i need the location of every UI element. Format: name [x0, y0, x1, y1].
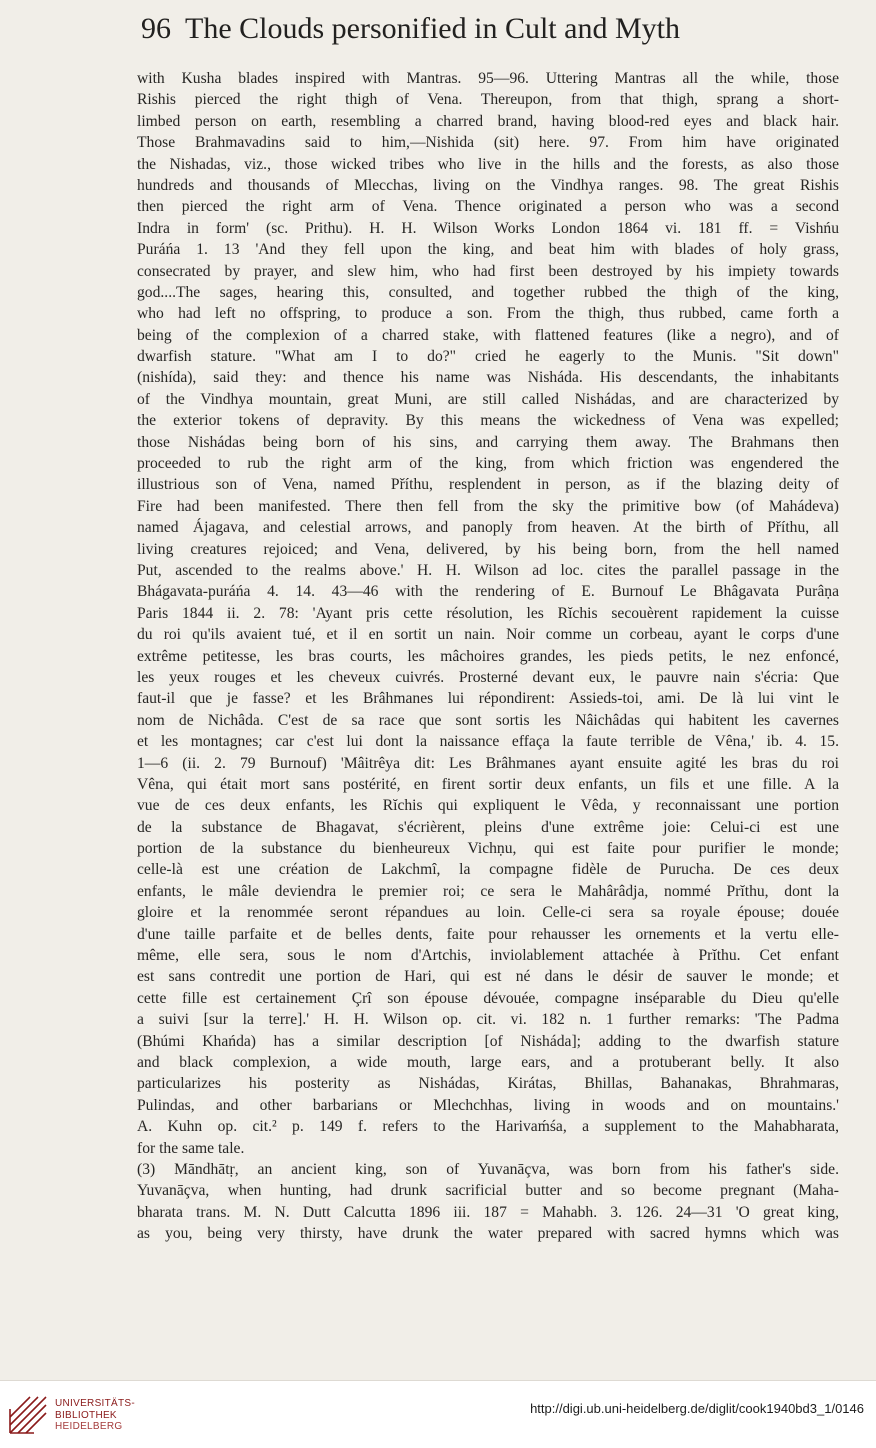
- viewer-footer: [0, 1380, 876, 1448]
- running-head: [141, 8, 841, 50]
- text-line: and black complexion, a wide mouth, large ears, and a protuberant belly. It also: [137, 1053, 839, 1071]
- text-line: Vêna, qui était mort sans postérité, en firent sortir deux enfants, un fils et une fille. A la: [137, 775, 839, 793]
- text-line: nom de Nichâda. C'est de sa race que sont sortis les Nâichâdas qui habitent les cavernes: [137, 711, 839, 729]
- text-line: the exterior tokens of depravity. By this means the wickedness of Vena was expelled;: [137, 412, 839, 430]
- text-line: même, elle sera, sous le nom d'Artchis, inviolablement attachée à Prĭthu. Cet enfant: [137, 947, 839, 965]
- text-line: (3) Māndhātṛ, an ancient king, son of Yuvanāçva, was born from his father's side.: [137, 1160, 839, 1178]
- text-line: proceeded to rub the right arm of the king, from which friction was engendered the: [137, 455, 839, 473]
- text-line: extrême petitesse, les bras courts, les mâchoires grandes, les pieds petits, le nez enfoncé,: [137, 647, 839, 665]
- text-line: who had left no offspring, to produce a son. From the thigh, thus rubbed, came forth a: [137, 305, 839, 323]
- library-logo-icon: [8, 1395, 48, 1435]
- source-url-link[interactable]: http://digi.ub.uni-heidelberg.de/diglit/cook1940bd3_1/0146: [530, 1401, 864, 1416]
- text-line: celle-là est une création de Lakchmî, la compagne fidèle de Purucha. De ces deux: [137, 861, 839, 879]
- text-line: gloire et la renommée seront répandues au loin. Celle-ci sera sa royale épouse; douée: [137, 904, 839, 922]
- text-line: (nishída), said they: and thence his name was Nisháda. His descendants, the inhabitants: [137, 369, 839, 387]
- text-line: vue de ces deux enfants, les Rĭchis qui expliquent le Vêda, y reconnaissant une portion: [137, 797, 839, 815]
- text-line: Yuvanāçva, when hunting, had drunk sacrificial butter and so become pregnant (Maha-: [137, 1182, 839, 1200]
- text-line: of the Vindhya mountain, great Muni, are still called Nishádas, and are characterized by: [137, 390, 839, 408]
- text-line: enfants, le mâle deviendra le premier roi; ce sera le Mahârâdja, nommé Prĭthu, dont la: [137, 882, 839, 900]
- text-line: the Nishadas, viz., those wicked tribes who live in the hills and the forests, as also those: [137, 155, 839, 173]
- text-line: with Kusha blades inspired with Mantras. 95—96. Uttering Mantras all the while, those: [137, 70, 839, 87]
- text-line: les yeux rouges et les cheveux cuivrés. Prosterné devant eux, le pauvre nain s'écria: Que: [137, 668, 839, 686]
- text-line: for the same tale.: [137, 1139, 245, 1157]
- page-title: The Clouds personified in Cult and Myth: [185, 12, 680, 45]
- text-line: hundreds and thousands of Mlecchas, living on the Vindhya ranges. 98. The great Rishis: [137, 176, 839, 194]
- text-line: consecrated by prayer, and slew him, who had first been destroyed by his impiety towards: [137, 262, 839, 280]
- library-name-line: HEIDELBERG: [55, 1421, 123, 1432]
- text-line: du roi qu'ils avaient tué, et il en sortit un nain. Noir comme un corbeau, ayant le corps d'une: [137, 626, 839, 644]
- text-line: those Nishádas being born of his sins, and carrying them away. The Brahmans then: [137, 433, 839, 451]
- text-line: et les montagnes; car c'est lui dont la naissance effaça la faute terrible de Vêna,' ib. 4. 15.: [137, 733, 839, 751]
- text-line: particularizes his posterity as Nishádas, Kirátas, Bhillas, Bahanakas, Bhrahmaras,: [137, 1075, 839, 1093]
- text-line: Pulindas, and other barbarians or Mlechchhas, living in woods and on mountains.': [137, 1096, 839, 1114]
- text-line: then pierced the right arm of Vena. Thence originated a person who was a second: [137, 198, 839, 216]
- text-line: bharata trans. M. N. Dutt Calcutta 1896 iii. 187 = Mahabh. 3. 126. 24—31 'O great king,: [137, 1203, 839, 1221]
- text-line: faut-il que je fasse? et les Brâhmanes lui répondirent: Assieds-toi, ami. De là lui vint le: [137, 690, 839, 708]
- text-line: Indra in form' (sc. Prithu). H. H. Wilson Works London 1864 vi. 181 ff. = Vishńu: [137, 219, 839, 237]
- text-line: de la substance de Bhagavat, s'écrièrent, pleins d'une extrême joie: Celui-ci est une: [137, 818, 839, 836]
- text-line: living creatures rejoiced; and Vena, delivered, by his being born, from the hell named: [137, 540, 839, 558]
- text-line: Those Brahmavadins said to him,—Nishida (sit) here. 97. From him have originated: [137, 134, 839, 152]
- text-line: dwarfish stature. "What am I to do?" cried he eagerly to the Munis. "Sit down": [137, 348, 839, 366]
- body-text: [137, 68, 839, 1244]
- text-line: Rishis pierced the right thigh of Vena. Thereupon, from that thigh, sprang a short-: [137, 91, 839, 109]
- library-name-line: BIBLIOTHEK: [55, 1409, 117, 1421]
- text-line: being of the complexion of a charred stake, with flattened features (like a negro), and of: [137, 326, 839, 344]
- page-number: 96: [141, 12, 171, 45]
- text-line: Bhágavata-puráńa 4. 14. 43—46 with the rendering of E. Burnouf Le Bhâgavata Purâṇa: [137, 583, 839, 601]
- text-line: cette fille est certainement Çrî son épouse dévouée, compagne inséparable du Dieu qu'elle: [137, 989, 839, 1007]
- text-line: illustrious son of Vena, named Příthu, resplendent in person, as if the blazing deity of: [137, 476, 839, 494]
- library-name-line: UNIVERSITÄTS-: [55, 1398, 136, 1409]
- text-line: god....The sages, hearing this, consulted, and together rubbed the thigh of the king,: [137, 283, 839, 301]
- text-line: limbed person on earth, resembling a charred brand, having blood-red eyes and black hair.: [137, 112, 839, 130]
- text-line: as you, being very thirsty, have drunk the water prepared with sacred hymns which was: [137, 1225, 839, 1243]
- text-line: 1—6 (ii. 2. 79 Burnouf) 'Mâitrêya dit: Les Brâhmanes ayant ensuite agité les bras du roi: [137, 754, 839, 772]
- library-name: [55, 1398, 135, 1433]
- text-line: Paris 1844 ii. 2. 78: 'Ayant pris cette résolution, les Rĭchis secouèrent rapidement la cuisse: [137, 604, 839, 622]
- text-line: A. Kuhn op. cit.² p. 149 f. refers to the Harivaḿśa, a supplement to the Mahabharata,: [137, 1118, 839, 1136]
- text-line: (Bhúmi Khańda) has a similar description [of Nisháda]; adding to the dwarfish stature: [137, 1032, 839, 1050]
- text-line: named Ájagava, and celestial arrows, and panoply from heaven. At the birth of Příthu, all: [137, 519, 839, 537]
- text-line: Fire had been manifested. There then fell from the sky the primitive bow (of Mahádeva): [137, 497, 839, 515]
- text-line: portion de la substance du bienheureux Vichṇu, qui est faite pour purifier le monde;: [137, 840, 839, 858]
- text-line: est sans contredit une portion de Hari, qui est né dans le désir de sauver le monde; et: [137, 968, 839, 986]
- text-line: a suivi [sur la terre].' H. H. Wilson op. cit. vi. 182 n. 1 further remarks: 'The Padma: [137, 1011, 839, 1029]
- text-line: Puráńa 1. 13 'And they fell upon the king, and beat him with blades of holy grass,: [137, 241, 839, 259]
- text-line: d'une taille parfaite et de belles dents, faite pour rehausser les ornements et la vertu elle-: [137, 925, 839, 943]
- text-line: Put, ascended to the realms above.' H. H. Wilson ad loc. cites the parallel passage in the: [137, 561, 839, 579]
